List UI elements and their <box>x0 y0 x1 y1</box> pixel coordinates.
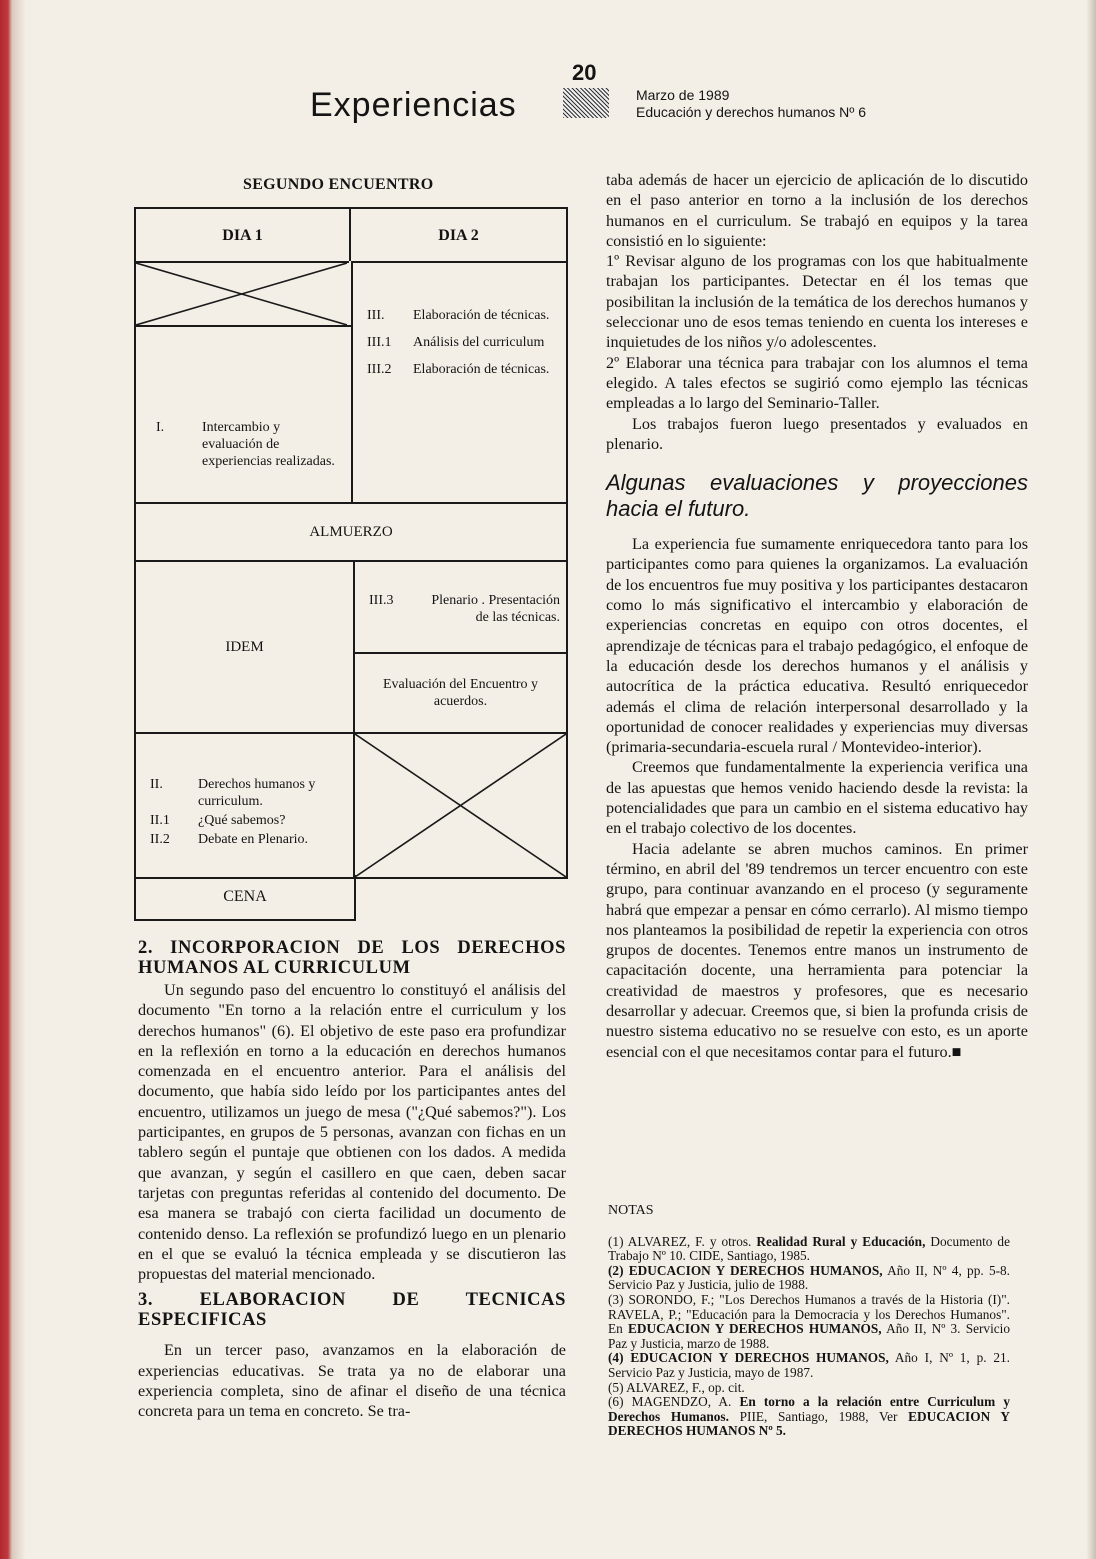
end-mark: ■ <box>951 1042 962 1061</box>
day1-session-3 <box>136 732 353 877</box>
publication-name: Educación y derechos humanos Nº 6 <box>636 104 867 120</box>
table-title: SEGUNDO ENCUENTRO <box>243 176 434 193</box>
note-title: (4) EDUCACION Y DERECHOS HUMANOS, <box>608 1350 889 1366</box>
paragraph-text: Hacia adelante se abren muchos caminos. En primer término, en abril del '89 tendremos un tercer encuentro con este grupo, para continuar avanzando en el proceso (y seguramente habrá que empezar a pensar en cómo cerrarlo). Al mismo tiempo nos planteamos la posibilidad de repetir la experiencia con otros grupos de docentes. Tenemos entre manos un instrumento de capacitación docente, una herramienta para potenciar la creatividad de maestros y profesores, que es necesario desarrollar y adecuar. Creemos que, si bien la profunda crisis de nuestro sistema educativo no se resuelve con esto, es un aporte esencial con el que necesitamos contar para el futuro. <box>606 839 1028 1061</box>
day1-session-2: IDEM <box>136 560 353 732</box>
note-title: Realidad Rural y Educación, <box>756 1233 926 1249</box>
item-number: III. <box>367 308 385 323</box>
paragraph <box>606 839 1028 1062</box>
note-title: EDUCACION Y DERECHOS HUMANOS Nº 5. <box>608 1408 1010 1439</box>
day2-session-1 <box>351 261 566 502</box>
page-edge-left <box>0 0 26 1559</box>
note-title: EDUCACION Y DERECHOS HUMANOS, <box>628 1321 882 1337</box>
paragraph: En un tercer paso, avanzamos en la elaboración de experiencias educativas. Se trata ya no de elaborar una experiencia completa, sino de afinar el diseño de una técnica concreta para un tema en concreto. Se tra- <box>138 1341 566 1421</box>
note-text: Año I, Nº 1, p. 21. Servicio Paz y Justicia, mayo de 1987. <box>608 1350 1010 1380</box>
day2-session-2 <box>353 560 566 652</box>
note-text: Año II, Nº 3. Servicio Paz y Justicia, marzo de 1988. <box>608 1321 1011 1351</box>
issue-date: Marzo de 1989 <box>636 87 730 103</box>
day1-header: DIA 1 <box>222 226 263 244</box>
item-text: Plenario . Presentación de las técnicas. <box>431 593 560 625</box>
item-number: II. <box>150 777 163 792</box>
step-1: 1º Revisar alguno de los programas con los que habitualmente trabajan los participantes. Detectar en él los temas que posibilitan la inclusión de la temática de los derechos humanos y seleccionar uno de esos temas teniendo en cuenta los intereses e inquietudes de los niños y/o adolescentes. <box>606 252 1028 352</box>
item-text: Derechos humanos y curriculum. <box>198 777 316 809</box>
item-number: II.2 <box>150 832 170 847</box>
section-heading-2: 2. INCORPORACION DE LOS DERECHOS HUMANOS AL CURRICULUM <box>138 938 566 978</box>
note-text: (1) ALVAREZ, F. y otros. <box>608 1233 752 1249</box>
item-text: Elaboración de técnicas. <box>413 362 550 377</box>
notes <box>608 1204 1010 1439</box>
note-3 <box>608 1293 1010 1351</box>
page-number: 20 <box>572 60 597 85</box>
paragraph: La experiencia fue sumamente enriquecedora tanto para los participantes como para quienes la organizamos. La evaluación de los encuentros fue muy positiva y los participantes destacaron como lo más significativo el intercambio y elaboración de experiencias concretas en equipo con otros docentes, el aprendizaje de técnicas para el trabajo pedagógico, el enfoque de la educación desde los derechos humanos y el análisis y autocrítica de la práctica educativa. Resultó enriquecedor además el clima de relación interpersonal desarrollado y la oportunidad de conocer realidades y experiencias muy diversas (primaria-secundaria-escuela rural / Montevideo-interior). <box>606 535 1028 757</box>
note-text: (3) SORONDO, F.; "Los Derechos Humanos a través de la Historia (I)". RAVELA, P.; "Educación para la Democracia y los Derechos Humanos". En <box>608 1291 1010 1337</box>
evaluation-cell: Evaluación del Encuentro y acuerdos. <box>353 652 566 732</box>
header-meta <box>636 87 866 121</box>
lunch-row: ALMUERZO <box>136 502 566 560</box>
note-text: (6) MAGENDZO, A. <box>608 1394 732 1410</box>
item-number: III.3 <box>369 593 394 608</box>
cross-mark <box>136 263 347 325</box>
paragraph: taba además de hacer un ejercicio de aplicación de lo discutido en el paso anterior en torno a la inclusión de los derechos humanos en el curriculum. Se trabajó en equipos y la tarea consistió en lo siguiente: <box>606 171 1028 250</box>
item-text: Análisis del curriculum <box>413 335 545 350</box>
left-column <box>138 938 566 1422</box>
item-number: III.2 <box>367 362 392 377</box>
day1-session-1 <box>136 325 351 502</box>
item-text: Intercambio y evaluación de experiencias realizadas. <box>202 420 335 469</box>
note-6 <box>608 1395 1010 1439</box>
item-number: II.1 <box>150 813 170 828</box>
header-pattern-box <box>563 88 609 118</box>
step-2: 2º Elaborar una técnica para trabajar con los alumnos el tema elegido. A tales efectos se sugirió como ejemplo las técnicas empleadas a lo largo del Seminario-Taller. <box>606 353 1028 413</box>
paragraph: Un segundo paso del encuentro lo constituyó el análisis del documento "En torno a la relación entre el curriculum y los derechos humanos" (6). El objetivo de este paso era profundizar en la reflexión en torno a la educación en derechos humanos comenzada en el encuentro anterior. Para el análisis del documento, que había sido leído por los participantes antes del encuentro, utilizamos un juego de mesa ("¿Qué sabemos?"). Los participantes, en grupos de 5 personas, avanzan con fichas en un tablero según el puntaje que obtienen con los dados. A medida que avanzan, y según el casillero en que caen, deben sacar tarjetas con preguntas referidas al contenido del documento. De esa manera se trabajó con cierta facilidad un documento de contenido denso. La reflexión se profundizó luego en un plenario en el que se evaluó la técnica empleada y se discutieron las propuestas del material mencionado. <box>138 981 566 1284</box>
note-text: Documento de Trabajo Nº 10. CIDE, Santiago, 1985. <box>608 1233 1010 1264</box>
note-text: PIIE, Santiago, 1988, Ver <box>739 1408 898 1424</box>
item-text: Debate en Plenario. <box>198 832 309 847</box>
note-4 <box>608 1351 1010 1380</box>
cross-mark <box>355 734 566 877</box>
subsection-heading: Algunas evaluaciones y proyecciones hacia el futuro. <box>606 470 1028 522</box>
page-edge-right <box>1086 0 1096 1559</box>
right-column <box>606 170 1028 1062</box>
note-title: (2) EDUCACION Y DERECHOS HUMANOS, <box>608 1262 883 1278</box>
notes-title: NOTAS <box>608 1203 654 1218</box>
note-2 <box>608 1264 1010 1293</box>
section-heading-3: 3. ELABORACION DE TECNICAS ESPECIFICAS <box>138 1290 566 1331</box>
empty-crossed-cell <box>136 261 349 325</box>
dinner-cell: CENA <box>134 875 356 921</box>
note-5 <box>608 1381 1010 1396</box>
paragraph: Los trabajos fueron luego presentados y evaluados en plenario. <box>606 414 1028 453</box>
note-1 <box>608 1235 1010 1264</box>
item-number: I. <box>156 420 165 435</box>
schedule-table <box>134 207 568 879</box>
item-text: ¿Qué sabemos? <box>198 813 286 828</box>
empty-crossed-cell-2 <box>353 732 566 877</box>
item-number: III.1 <box>367 335 392 350</box>
day2-header: DIA 2 <box>349 209 566 261</box>
section-title: Experiencias <box>310 86 517 124</box>
note-text: Año II, Nº 4, pp. 5-8. Servicio Paz y Justicia, julio de 1988. <box>608 1262 1010 1293</box>
note-title: En torno a la relación entre Curriculum y Derechos Humanos. <box>608 1394 1010 1424</box>
item-text: Elaboración de técnicas. <box>413 308 550 323</box>
note-text: (5) ALVAREZ, F., op. cit. <box>608 1379 745 1395</box>
paragraph: Creemos que fundamentalmente la experiencia verifica una de las apuestas que hemos venido haciendo desde la revista: la potencialidades que para un cambio en el sistema educativo hay en el trabajo colectivo de los docentes. <box>606 758 1028 838</box>
